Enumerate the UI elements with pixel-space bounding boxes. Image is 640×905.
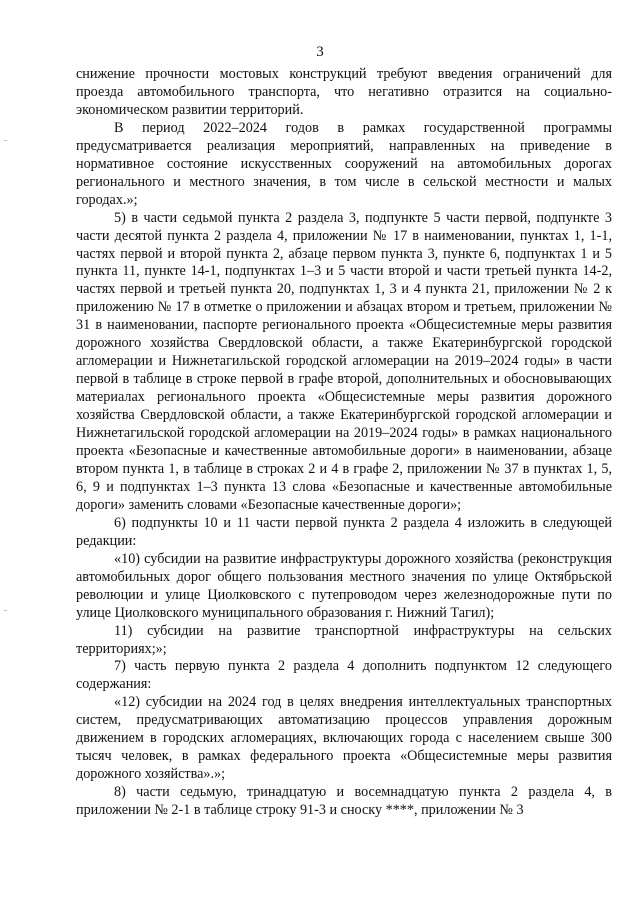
paragraph-continuation: снижение прочности мостовых конструкций требуют введения ограничений для проезда автомобильного транспорта, что негативно отразится на социально-экономическом развитии территорий. bbox=[76, 66, 612, 118]
scan-mark bbox=[4, 610, 7, 611]
paragraph-item-8: 8) части седьмую, тринадцатую и восемнадцатую пункта 2 раздела 4, в приложении № 2-1 в таблице строку 91-3 и сноску ****, приложении № 3 bbox=[76, 784, 612, 819]
page-number: 3 bbox=[316, 44, 324, 60]
paragraph-program-period: В период 2022–2024 годов в рамках государственной программы предусматривается реализация мероприятий, направленных на приведение в нормативное состояние искусственных сооружений на автомобильных дорогах регионального и местного значения, в том числе в сельской местности и малых городах.»; bbox=[76, 119, 612, 208]
paragraph-item-6: 6) подпункты 10 и 11 части первой пункта 2 раздела 4 изложить в следующей редакции: bbox=[76, 514, 612, 549]
paragraph-subitem-12: «12) субсидии на 2024 год в целях внедрения интеллектуальных транспортных систем, предусматривающих автоматизацию процессов управления дорожным движением в городских агломерациях, включающих города с населением свыше 300 тысяч человек, в рамках федерального проекта «Общесистемные меры развития дорожного хозяйства».»; bbox=[76, 694, 612, 783]
paragraph-subitem-11: 11) субсидии на развитие транспортной инфраструктуры на сельских территориях;»; bbox=[76, 622, 612, 657]
document-body bbox=[76, 66, 612, 820]
paragraph-item-5: 5) в части седьмой пункта 2 раздела 3, подпункте 5 части первой, подпункте 3 части десятой пункта 2 раздела 4, приложении № 17 в наименовании, пунктах 1, 1-1, частях первой и второй пункта 2, абзаце первом пункта 3, пункте 6, подпунктах 1 и 5 пункта 11, пункте 14-1, подпунктах 1–3 и 5 части второй и части третьей пункта 14-2, частях первой и третьей пункта 20, подпунктах 1, 3 и 4 пункта 21, приложении № 2 к приложению № 17 в отметке о приложении и абзацах втором и третьем, приложении № 31 в наименовании, паспорте регионального проекта «Общесистемные меры развития дорожного хозяйства Свердловской области, а также Екатеринбургской городской агломерации и Нижнетагильской городской агломерации на 2019–2024 годы» в части первой в таблице в строке первой в графе второй, дополнительных и обосновывающих материалах регионального проекта «Общесистемные меры развития дорожного хозяйства Свердловской области, а также Екатеринбургской городской агломерации и Нижнетагильской городской агломерации на 2019–2024 годы» в рамках национального проекта «Безопасные и качественные автомобильные дороги» в наименовании, абзаце втором пункта 1, в таблице в строках 2 и 4 в графе 2, приложении № 37 в пунктах 1, 5, 6, 9 и подпунктах 1–3 пункта 13 слова «Безопасные и качественные автомобильные дороги» заменить словами «Безопасные качественные дороги»; bbox=[76, 209, 612, 513]
paragraph-item-7: 7) часть первую пункта 2 раздела 4 дополнить подпунктом 12 следующего содержания: bbox=[76, 658, 612, 693]
paragraph-subitem-10: «10) субсидии на развитие инфраструктуры дорожного хозяйства (реконструкция автомобильных дорог общего пользования местного значения по улице Октябрьской революции и улице Циолковского с путепроводом через железнодорожные пути по улице Циолковского муниципального образования г. Нижний Тагил); bbox=[76, 550, 612, 621]
scan-mark bbox=[4, 140, 7, 141]
